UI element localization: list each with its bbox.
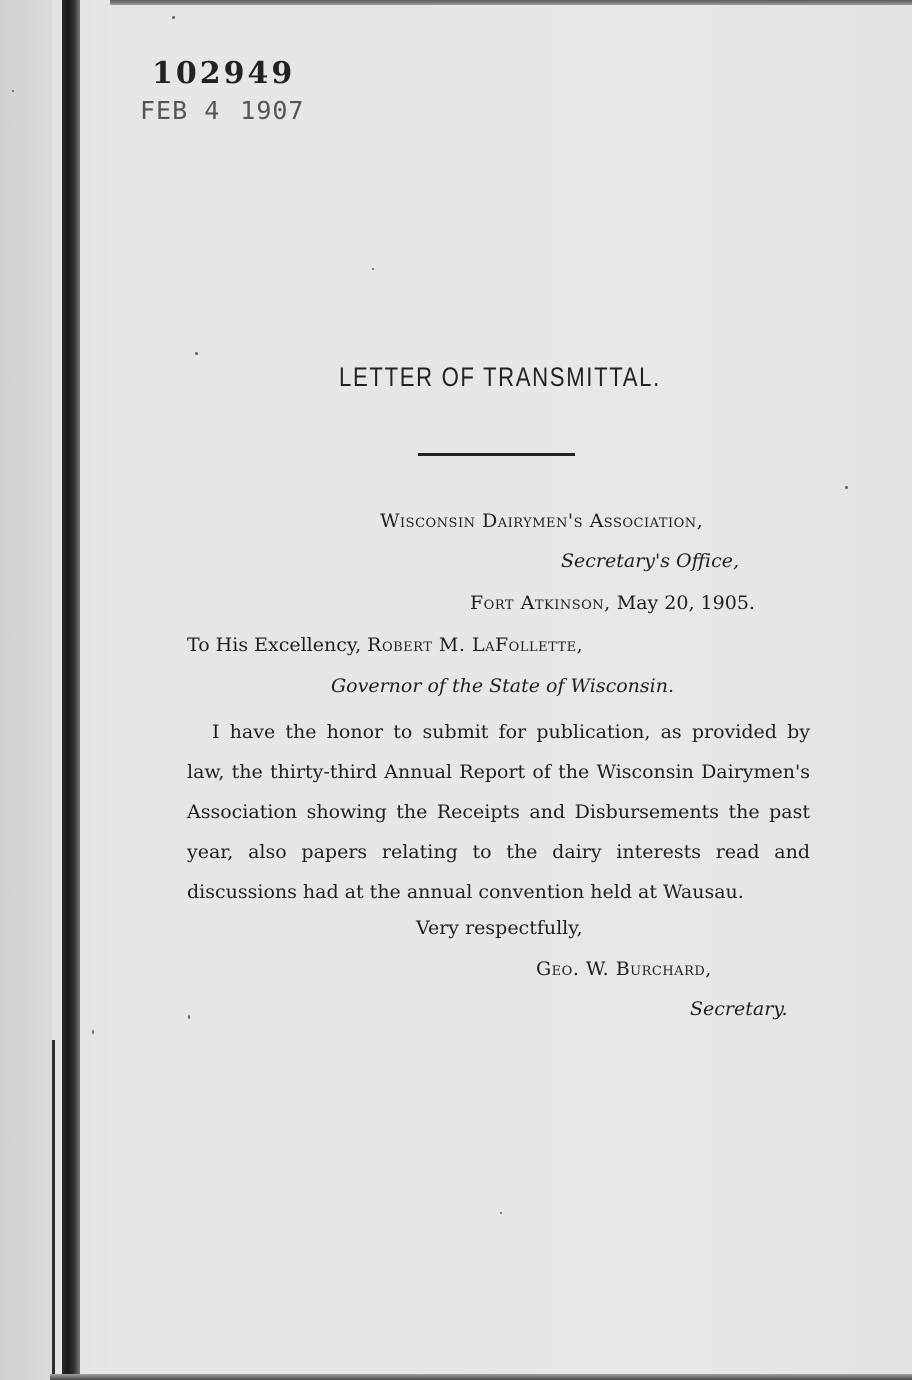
stamp-month-day: FEB 4 — [140, 96, 221, 125]
accession-date-stamp — [140, 96, 304, 125]
letterhead-place: Fort Atkinson, — [470, 592, 611, 614]
addressee-title: Governor of the State of Wisconsin. — [331, 675, 674, 697]
heading-rule — [418, 453, 575, 456]
closing-signer: Geo. W. Burchard, — [536, 958, 712, 980]
book-spine-shadow — [62, 0, 80, 1380]
letterhead-date: May 20, 1905. — [616, 592, 755, 614]
spine-fold-line — [52, 1040, 55, 1380]
letterhead-place-date — [470, 592, 755, 614]
addressee-line — [187, 634, 583, 656]
letterhead-office: Secretary's Office, — [561, 550, 740, 572]
letter-heading: LETTER OF TRANSMITTAL. — [339, 362, 661, 392]
closing-complimentary: Very respectfully, — [416, 917, 583, 939]
page-bottom-edge — [50, 1374, 912, 1380]
closing-signer-title: Secretary. — [690, 998, 788, 1020]
letterhead-organization: Wisconsin Dairymen's Association, — [380, 510, 704, 532]
facing-page-edge — [0, 0, 52, 1380]
addressee-name: Robert M. LaFollette, — [367, 634, 584, 656]
stamp-year: 1907 — [240, 96, 305, 125]
page-top-edge — [110, 0, 912, 5]
accession-number-stamp: 102949 — [152, 56, 296, 91]
addressee-salutation: To His Excellency, — [187, 634, 362, 656]
letter-body: I have the honor to submit for publication, as provided by law, the thirty-third Annual Report of the Wisconsin Dairymen's Association showing the Receipts and Disbursements the past year, also papers relating to the dairy interests read and discussions had at the annual convention held at Wausau. — [187, 721, 810, 903]
